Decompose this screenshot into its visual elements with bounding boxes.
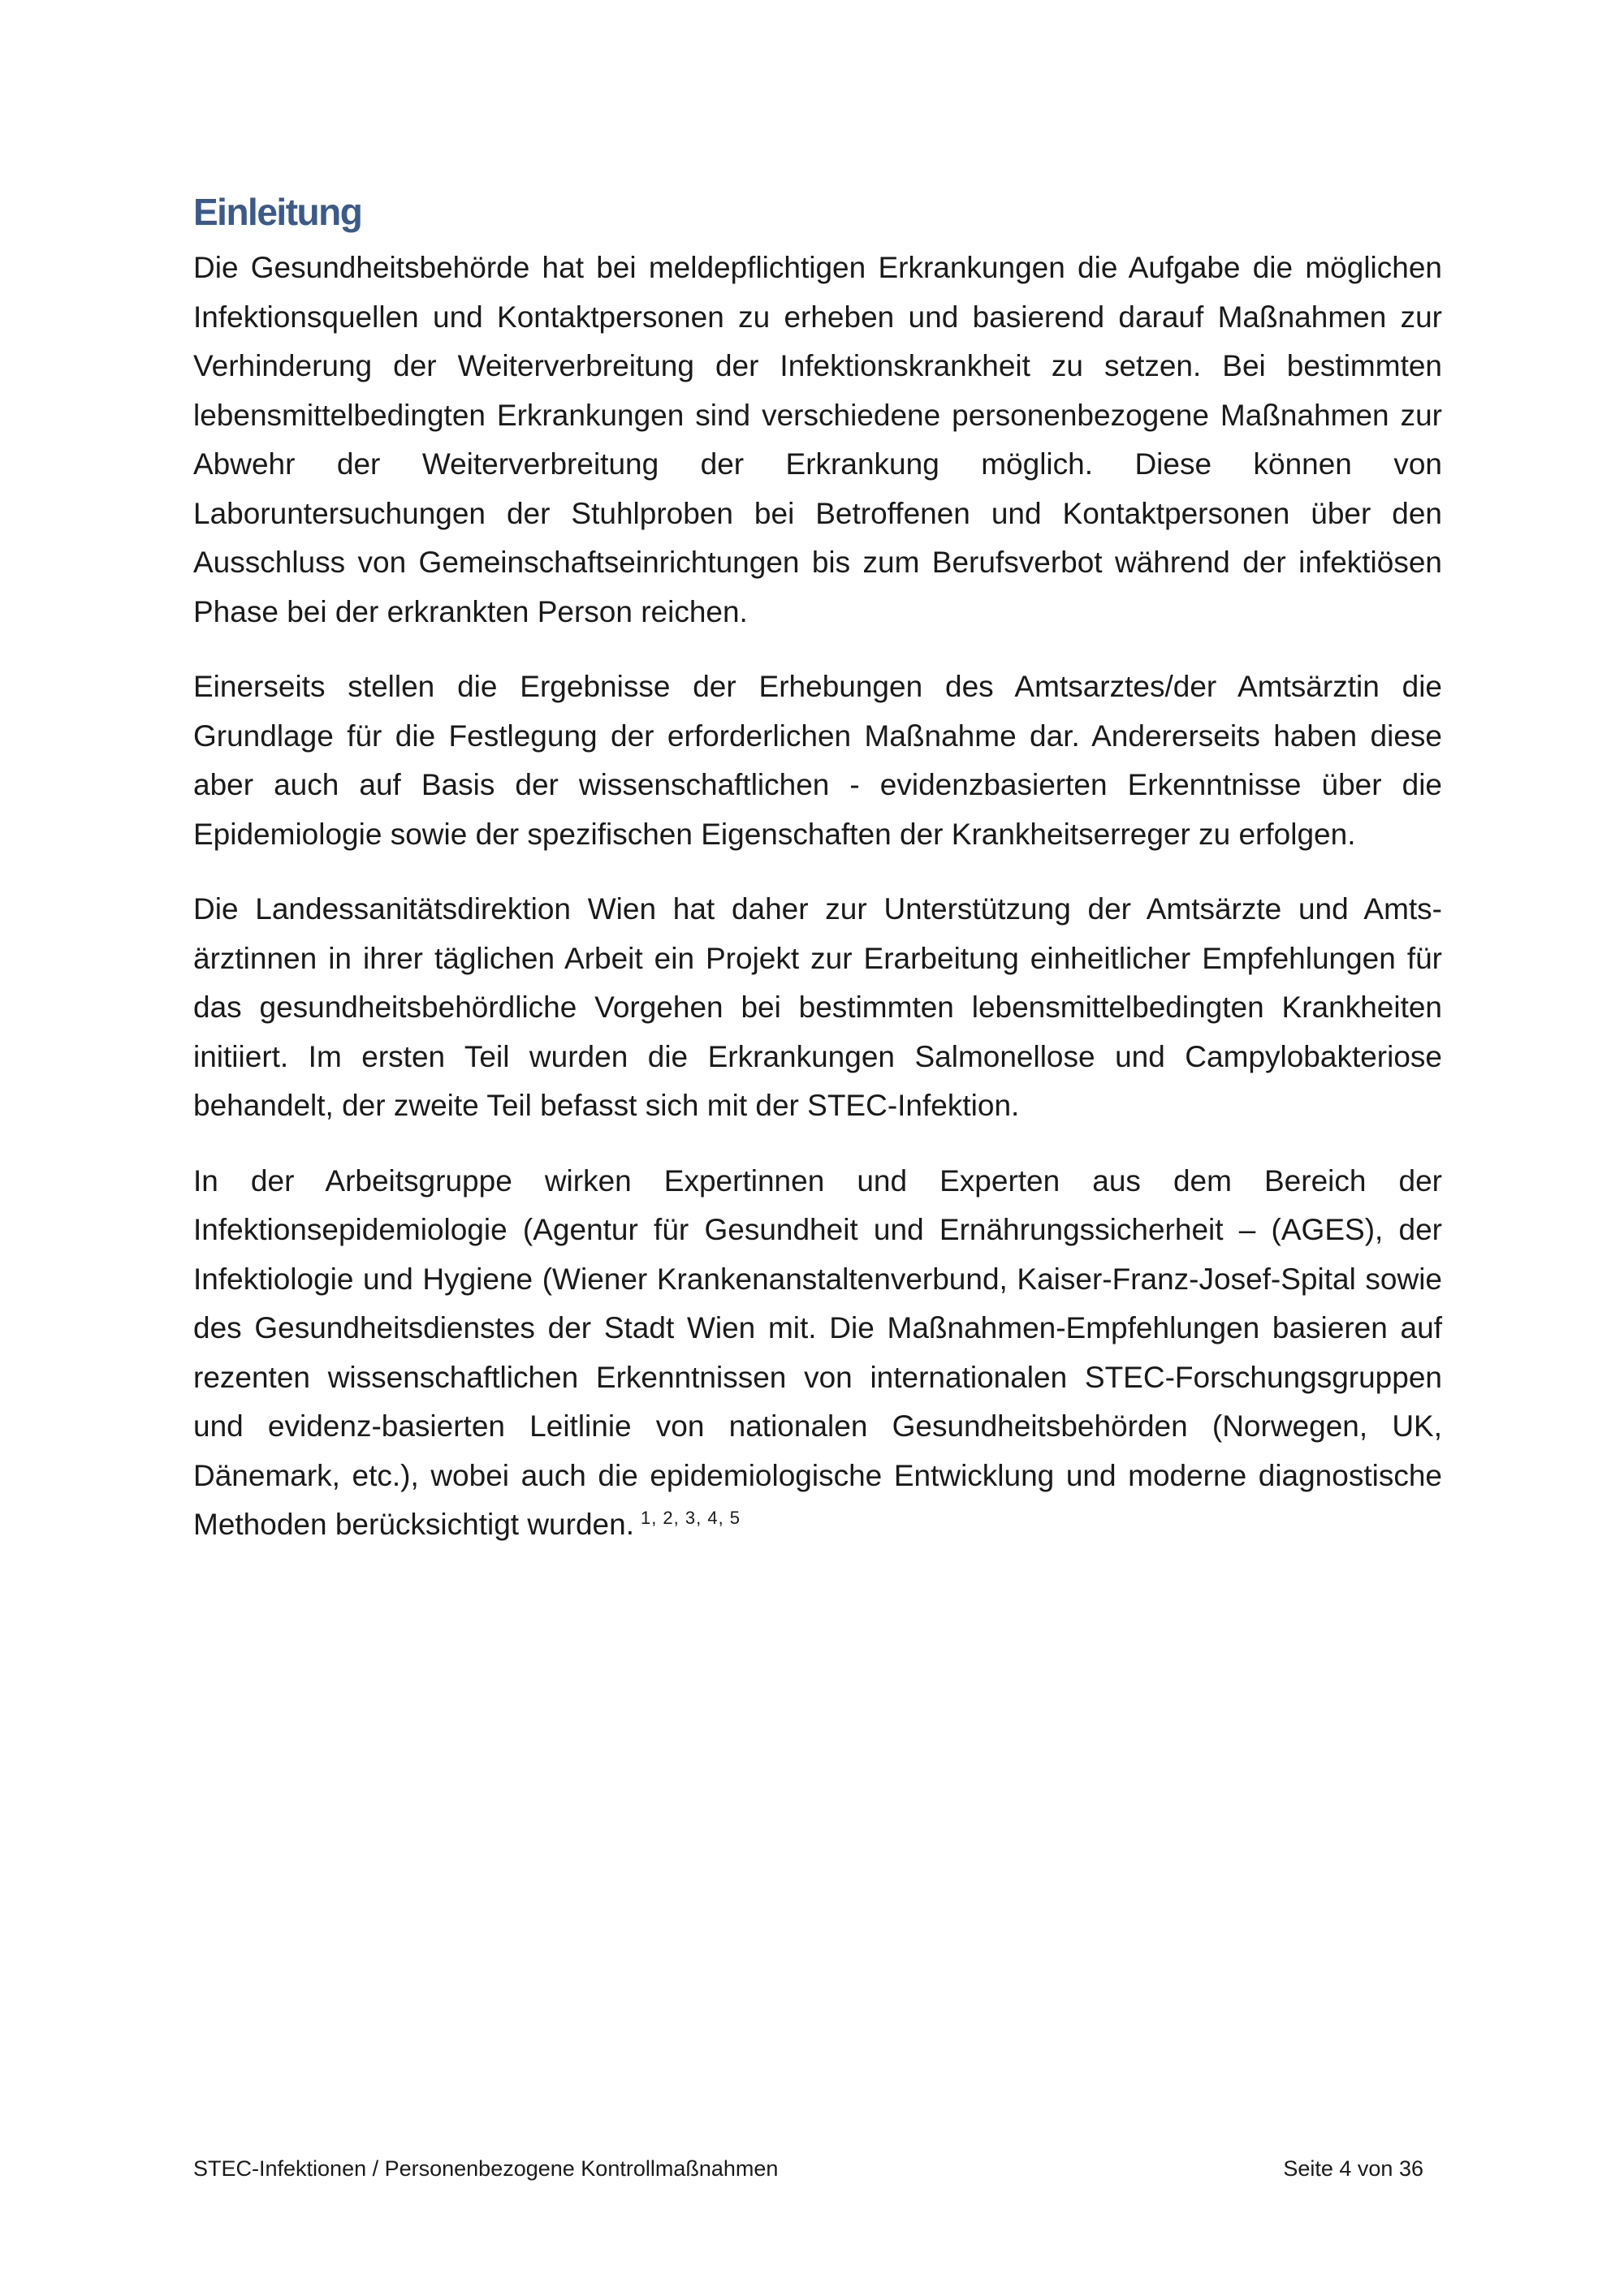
paragraph-working-group bbox=[193, 1157, 1442, 1550]
page-content bbox=[193, 193, 1442, 1576]
paragraph-intro bbox=[193, 244, 1442, 637]
paragraph-text: In der Arbeitsgruppe wirken Expertinnen und Experten aus dem Bereich der Infektionsepidemiologie (Agentur für Gesundheit und Ernährungssicherheit – (AGES), der Infektiologie und Hygiene (Wiener Krankenanstaltenverbund, Kaiser-Franz-Josef-Spital sowie des Gesundheitsdienstes der Stadt Wien mit. Die Maßnahmen-Empfehlungen basieren auf rezenten wissenschaftlichen Erkenntnissen von internationalen STEC-Forschungsgruppen und evidenz-basierten Leitlinie von nationalen Gesundheitsbehörden (Norwegen, UK, Dänemark, etc.), wobei auch die epidemiologische Entwicklung und moderne diagnostische Methoden berücksichtigt wurden. bbox=[193, 1163, 1442, 1541]
paragraph-results bbox=[193, 662, 1442, 859]
paragraph-text: Die Landessanitätsdirektion Wien hat daher zur Unterstützung der Amtsärzte und Amts-ärztinnen in ihrer täglichen Arbeit ein Projekt zur Erarbeitung einheitlicher Empfehlungen für das gesundheitsbehördliche Vorgehen bei bestimmten lebensmittelbedingten Krankheiten initiiert. Im ersten Teil wurden die Erkrankungen Salmonellose und Campylobakteriose behandelt, der zweite Teil befasst sich mit der STEC-Infektion. bbox=[193, 892, 1442, 1122]
section-heading: Einleitung bbox=[193, 191, 362, 233]
footnote-references[interactable]: 1, 2, 3, 4, 5 bbox=[640, 1507, 741, 1528]
paragraph-project bbox=[193, 885, 1442, 1131]
paragraph-text: Einerseits stellen die Ergebnisse der Erhebungen des Amtsarztes/der Amtsärztin die Grundlage für die Festlegung der erforderlichen Maßnahme dar. Andererseits haben diese aber auch auf Basis der wissenschaftlichen - evidenzbasierten Erkenntnisse über die Epidemiologie sowie der spezifischen Eigenschaften der Krankheitserreger zu erfolgen. bbox=[193, 670, 1442, 851]
footer-document-title: STEC-Infektionen / Personenbezogene Kontrollmaßnahmen bbox=[193, 2156, 779, 2181]
footer-page-number: Seite 4 von 36 bbox=[1283, 2156, 1423, 2181]
paragraph-text: Die Gesundheitsbehörde hat bei meldepflichtigen Erkrankungen die Aufgabe die möglichen Infektionsquellen und Kontaktpersonen zu erheben und basierend darauf Maßnahmen zur Verhinderung der Weiterverbreitung der Infektionskrankheit zu setzen. Bei bestimmten lebensmittelbedingten Erkrankungen sind verschiedene personenbezogene Maßnahmen zur Abwehr der Weiterverbreitung der Erkrankung möglich. Diese können von Laboruntersuchungen der Stuhlproben bei Betroffenen und Kontaktpersonen über den Ausschluss von Gemeinschaftseinrichtungen bis zum Berufsverbot während der infektiösen Phase bei der erkrankten Person reichen. bbox=[193, 251, 1442, 628]
